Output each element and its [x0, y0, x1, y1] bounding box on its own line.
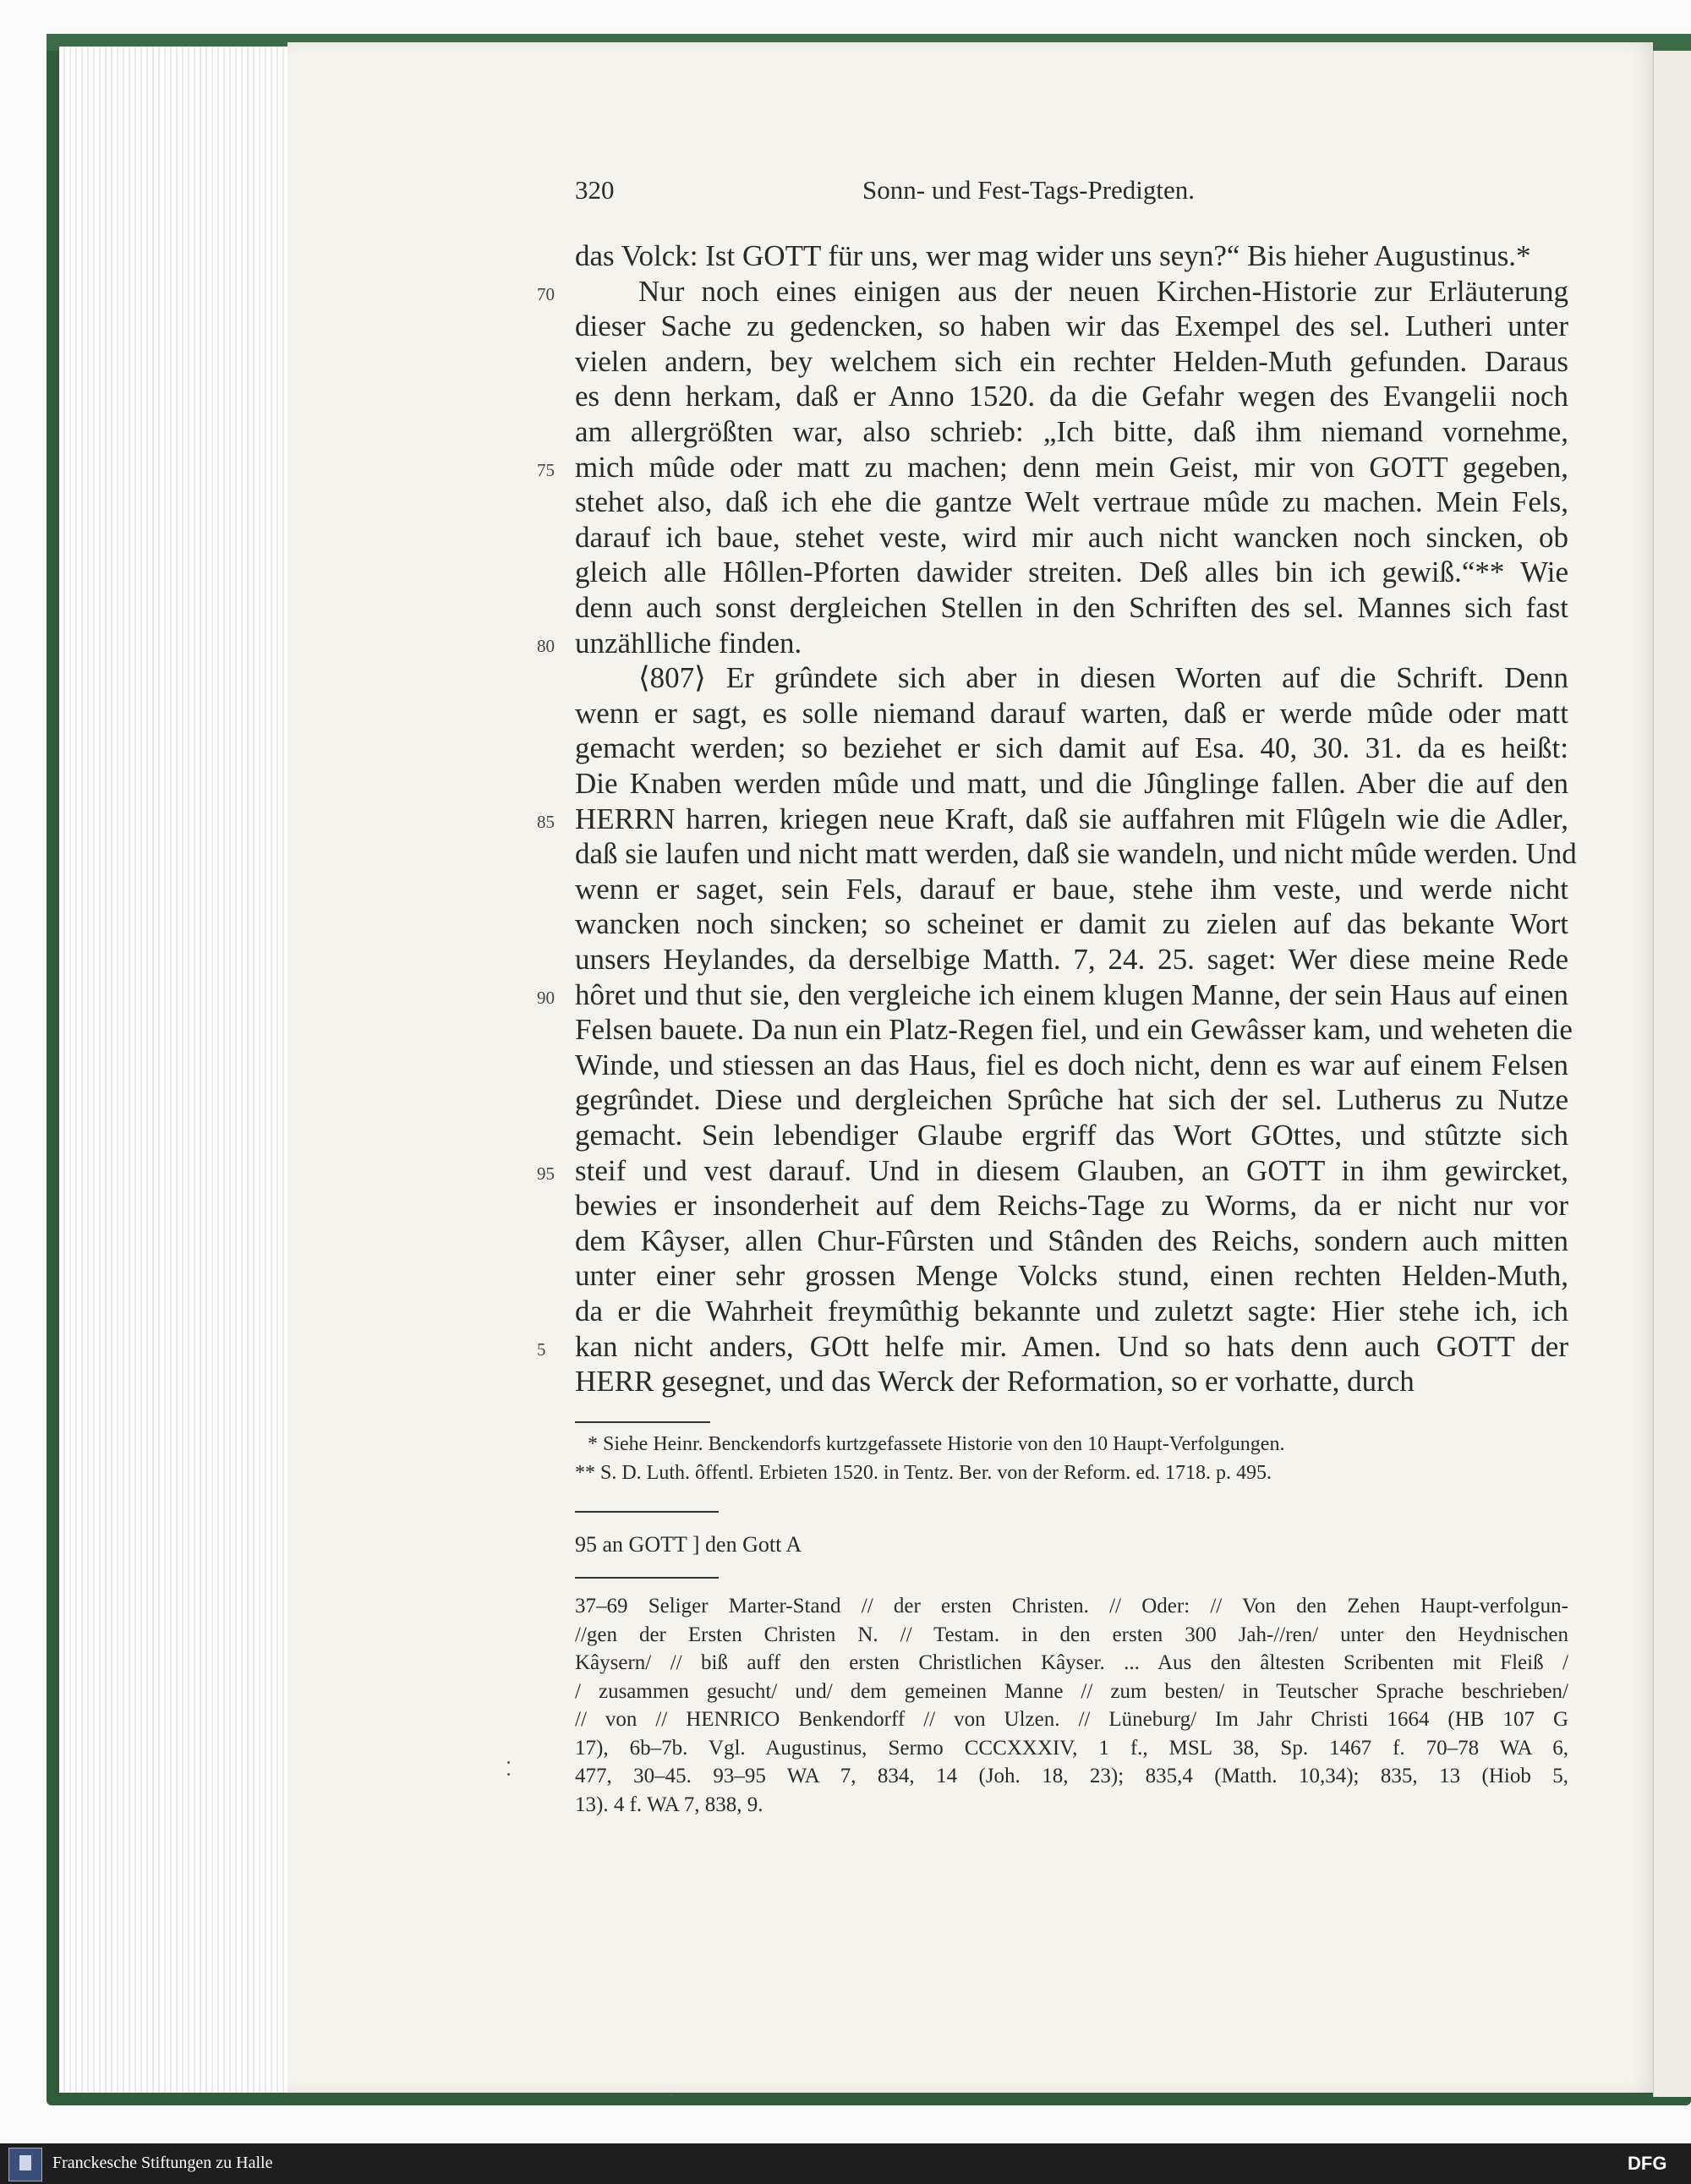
- apparatus-line: 477, 30–45. 93–95 WA 7, 834, 14 (Joh. 18, 23); 835,4 (Matth. 10,34); 835, 13 (Hiob 5,: [575, 1765, 1568, 1787]
- body-line: stehet also, daß ich ehe die gantze Welt vertraue mûde zu machen. Mein Fels,: [575, 485, 1568, 519]
- apparatus-line: 13). 4 f. WA 7, 838, 9.: [575, 1793, 763, 1816]
- body-line: HERR gesegnet, und das Werck der Reformation, so er vorhatte, durch: [575, 1365, 1415, 1399]
- line-number: 90: [537, 987, 555, 1008]
- institution-logo-icon: [8, 2148, 42, 2181]
- line-number: 85: [537, 811, 555, 832]
- body-line: daß sie laufen und nicht matt werden, daß sie wandeln, und nicht mûde werden. Und: [575, 837, 1577, 871]
- apparatus-variant: 95 an GOTT ] den Gott A: [575, 1532, 802, 1557]
- page-number: 320: [575, 175, 615, 205]
- footnote: * Siehe Heinr. Benckendorfs kurtzgefassete Historie von den 10 Haupt-Verfolgungen.: [588, 1433, 1285, 1455]
- body-line: denn auch sonst dergleichen Stellen in den Schriften des sel. Mannes sich fast: [575, 591, 1568, 624]
- apparatus-line: //gen der Ersten Christen N. // Testam. in den ersten 300 Jah-//ren/ unter den Heydnischen: [575, 1623, 1568, 1646]
- body-line: kan nicht anders, GOtt helfe mir. Amen. Und so hats denn auch GOTT der: [575, 1329, 1568, 1363]
- dfg-logo: DFG: [1628, 2153, 1667, 2174]
- running-title: Sonn- und Fest-Tags-Predigten.: [862, 175, 1196, 205]
- margin-mark: [670, 2094, 672, 2096]
- line-number: 70: [537, 283, 555, 304]
- body-line: bewies er insonderheit auf dem Reichs-Tage zu Worms, da er nicht nur vor: [575, 1189, 1568, 1223]
- line-number: 75: [537, 459, 555, 480]
- line-number: 95: [537, 1163, 555, 1184]
- body-line: steif und vest darauf. Und in diesem Glauben, an GOTT in ihm gewircket,: [575, 1153, 1568, 1187]
- body-line: gemacht. Sein lebendiger Glaube ergriff das Wort GOttes, und stûtzte sich: [575, 1119, 1568, 1152]
- body-line: unzählliche finden.: [575, 626, 802, 660]
- body-line: Winde, und stiessen an das Haus, fiel es doch nicht, denn es war auf einem Felsen: [575, 1048, 1568, 1081]
- body-line: unsers Heylandes, da derselbige Matth. 7, 24. 25. saget: Wer diese meine Rede: [575, 943, 1568, 976]
- body-line: da er die Wahrheit freymûthig bekannte und zuletzt sagte: Hier stehe ich, ich: [575, 1295, 1568, 1327]
- body-line: darauf ich baue, stehet veste, wird mir auch nicht wancken noch sincken, ob: [575, 520, 1568, 554]
- margin-mark: [507, 1773, 510, 1776]
- body-line: es denn herkam, daß er Anno 1520. da die Gefahr wegen des Evangelii noch: [575, 380, 1568, 413]
- apparatus-line: // von // HENRICO Benkendorff // von Ulzen. // Lüneburg/ Im Jahr Christi 1664 (HB 107 G: [575, 1708, 1568, 1731]
- body-line: dieser Sache zu gedencken, so haben wir das Exempel des sel. Lutheri unter: [575, 309, 1568, 343]
- body-line: wancken noch sincken; so scheinet er damit zu zielen auf das bekante Wort: [575, 907, 1568, 941]
- line-number: 80: [537, 635, 555, 656]
- body-line: am allergrößten war, also schrieb: „Ich bitte, daß ihm niemand vornehme,: [575, 415, 1568, 448]
- body-line: wenn er saget, sein Fels, darauf er baue, stehe ihm veste, und werde nicht: [575, 872, 1568, 906]
- body-line: das Volck: Ist GOTT für uns, wer mag wider uns seyn?“ Bis hieher Augustinus.*: [575, 239, 1531, 272]
- footnote-rule: [575, 1421, 710, 1423]
- page-stack-edge: [59, 47, 298, 2093]
- variant-rule: [575, 1511, 719, 1513]
- footnote: ** S. D. Luth. ôffentl. Erbieten 1520. in Tentz. Ber. von der Reform. ed. 1718. p. 495.: [575, 1462, 1272, 1484]
- body-line: wenn er sagt, es solle niemand darauf warten, daß er werde mûde oder matt: [575, 696, 1568, 730]
- body-line: Nur noch eines einigen aus der neuen Kirchen-Historie zur Erläuterung: [638, 274, 1568, 308]
- body-line: mich mûde oder matt zu machen; denn mein Geist, mir von GOTT gegeben,: [575, 450, 1568, 484]
- institution-label: Franckesche Stiftungen zu Halle: [52, 2154, 273, 2172]
- line-number: 5: [537, 1338, 546, 1360]
- apparatus-line: Kâysern/ // biß auff den ersten Christlichen Kâyser. ... Aus den âltesten Scribenten mit Fleiß /: [575, 1651, 1568, 1674]
- body-line: Felsen bauete. Da nun ein Platz-Regen fiel, und ein Gewâsser kam, und weheten die: [575, 1013, 1573, 1047]
- apparatus-rule: [575, 1577, 719, 1579]
- body-line: Die Knaben werden mûde und matt, und die Jûnglinge fallen. Aber die auf den: [575, 767, 1568, 800]
- apparatus-line: 17), 6b–7b. Vgl. Augustinus, Sermo CCCXXXIV, 1 f., MSL 38, Sp. 1467 f. 70–78 WA 6,: [575, 1736, 1568, 1760]
- body-line: hôret und thut sie, den vergleiche ich einem klugen Manne, der sein Haus auf einen: [575, 977, 1568, 1011]
- apparatus-line: 37–69 Seliger Marter-Stand // der ersten Christen. // Oder: // Von den Zehen Haupt-verfolgun-: [575, 1595, 1568, 1617]
- body-line: dem Kâyser, allen Chur-Fûrsten und Stânden des Reichs, sondern auch mitten: [575, 1223, 1568, 1257]
- body-line: unter einer sehr grossen Menge Volcks stund, einen rechten Helden-Muth,: [575, 1259, 1568, 1293]
- facing-page-edge: [1653, 51, 1691, 2097]
- body-line: gleich alle Hôllen-Pforten dawider streiten. Deß alles bin ich gewiß.“** Wie: [575, 556, 1568, 589]
- body-line: ⟨807⟩ Er grûndete sich aber in diesen Worten auf die Schrift. Denn: [638, 661, 1568, 695]
- body-line: vielen andern, bey welchem sich ein rechter Helden-Muth gefunden. Daraus: [575, 344, 1568, 378]
- apparatus-line: / zusammen gesucht/ und/ dem gemeinen Manne // zum besten/ in Teutscher Sprache beschrieben/: [575, 1679, 1568, 1703]
- body-line: gemacht werden; so beziehet er sich damit auf Esa. 40, 30. 31. da es heißt:: [575, 731, 1568, 765]
- margin-mark: [507, 1761, 510, 1764]
- body-line: gegrûndet. Diese und dergleichen Sprûche hat sich der sel. Lutherus zu Nutze: [575, 1083, 1568, 1117]
- body-line: HERRN harren, kriegen neue Kraft, daß sie auffahren mit Flûgeln wie die Adler,: [575, 802, 1568, 835]
